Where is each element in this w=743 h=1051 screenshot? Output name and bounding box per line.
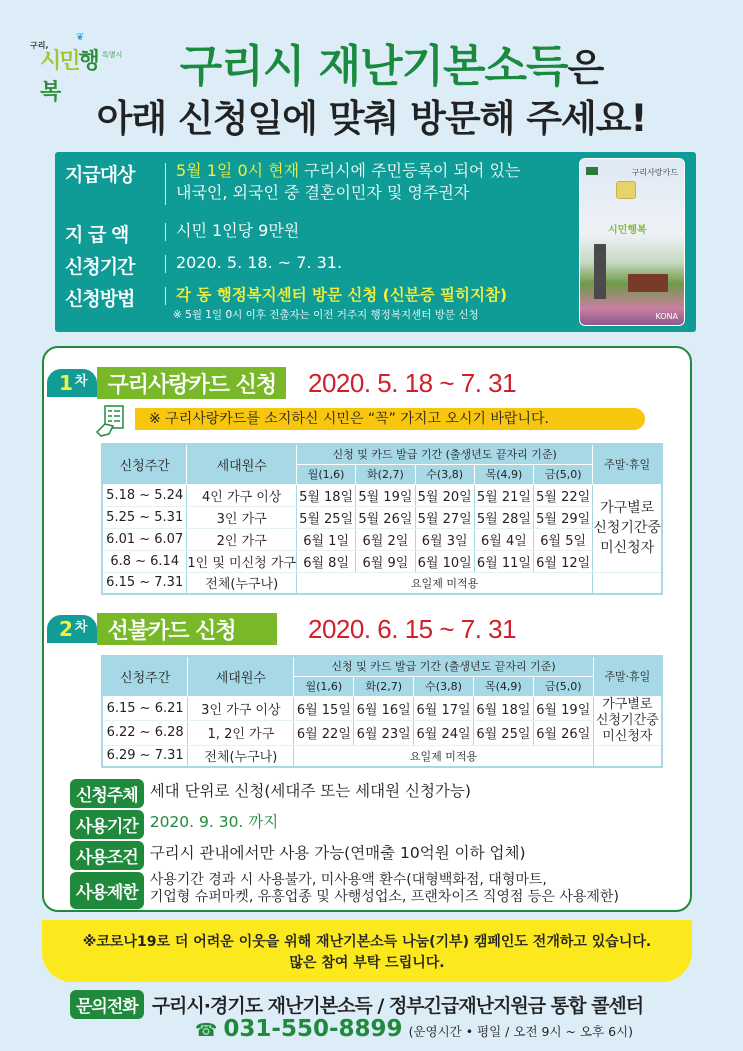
col-header-week: 신청주간 bbox=[102, 656, 188, 696]
cell-date: 6월 16일 bbox=[354, 696, 414, 721]
bank-logo-icon bbox=[586, 167, 598, 175]
cell-household: 2인 가구 bbox=[187, 528, 297, 550]
cell-date: 5월 29일 bbox=[534, 506, 593, 528]
divider bbox=[165, 223, 166, 241]
cell-date: 5월 19일 bbox=[356, 484, 415, 506]
section-number: 1 bbox=[59, 371, 73, 395]
section-number-badge bbox=[47, 369, 97, 397]
col-header-tue: 화(2,7) bbox=[356, 464, 415, 484]
divider bbox=[165, 287, 166, 305]
section-name: 선불카드 신청 bbox=[97, 613, 277, 645]
weekend-line: 신청기간중 bbox=[595, 712, 659, 728]
card-maker: KONA bbox=[655, 312, 678, 321]
section-name: 구리사랑카드 신청 bbox=[97, 367, 286, 399]
section2-schedule-table bbox=[101, 655, 663, 768]
campaign-line-1: ※코로나19로 더 어려운 이웃을 위해 재난기본소득 나눔(기부) 캠페인도 전개하고 있습니다. bbox=[82, 934, 652, 950]
chip-icon bbox=[616, 181, 636, 199]
cell-week: 5.25 ~ 5.31 bbox=[102, 506, 187, 528]
col-header-tue: 화(2,7) bbox=[354, 676, 414, 696]
col-header-thu: 목(4,9) bbox=[474, 464, 533, 484]
item-text: 구리시 관내에서만 사용 가능(연매출 10억원 이하 업체) bbox=[149, 844, 526, 862]
cell-week: 6.15 ~ 6.21 bbox=[102, 696, 188, 721]
statue-image bbox=[594, 244, 606, 299]
cell-date: 6월 1일 bbox=[296, 528, 355, 550]
cell-date: 6월 15일 bbox=[294, 696, 354, 721]
item-usage-restriction bbox=[70, 872, 619, 909]
guri-love-card-image bbox=[579, 158, 685, 326]
cell-date: 5월 20일 bbox=[415, 484, 474, 506]
cell-date: 5월 18일 bbox=[296, 484, 355, 506]
cell-weekend bbox=[593, 484, 662, 572]
cell-week: 5.18 ~ 5.24 bbox=[102, 484, 187, 506]
page-subtitle: 아래 신청일에 맞춰 방문해 주세요! bbox=[96, 97, 647, 140]
item-tag: 사용제한 bbox=[70, 872, 144, 909]
footer-tag: 문의전화 bbox=[70, 990, 144, 1019]
col-header-mon: 월(1,6) bbox=[296, 464, 355, 484]
section2-header bbox=[47, 612, 277, 646]
phone-icon: ☎ bbox=[195, 1020, 218, 1041]
weekend-line: 가구별로 bbox=[600, 500, 655, 516]
info-value: 2020. 5. 18. ~ 7. 31. bbox=[176, 253, 343, 272]
cell-date: 6월 12일 bbox=[534, 550, 593, 572]
cell-date: 6월 18일 bbox=[473, 696, 533, 721]
cell-date: 6월 24일 bbox=[414, 721, 474, 746]
col-header-thu: 목(4,9) bbox=[473, 676, 533, 696]
info-value bbox=[176, 160, 520, 204]
info-text: 구리시에 주민등록이 되어 있는 bbox=[299, 161, 521, 180]
col-header-fri: 금(5,0) bbox=[534, 464, 593, 484]
card-logo: 시민행복 bbox=[608, 225, 647, 236]
divider bbox=[165, 163, 166, 205]
cell-week: 6.01 ~ 6.07 bbox=[102, 528, 187, 550]
table-row bbox=[102, 528, 662, 550]
col-header-week: 신청주간 bbox=[102, 444, 187, 484]
pavilion-image bbox=[628, 274, 668, 292]
col-header-wed: 수(3,8) bbox=[414, 676, 474, 696]
cell-date: 5월 26일 bbox=[356, 506, 415, 528]
cell-not-applicable: 요일제 미적용 bbox=[294, 745, 593, 767]
item-text-line: 사용기간 경과 시 사용불가, 미사용액 환수(대형백화점, 대형마트, bbox=[149, 872, 547, 888]
footer-title: 구리시·경기도 재난기본소득 / 정부긴급재난지원금 통합 콜센터 bbox=[151, 995, 644, 1017]
item-usage-condition bbox=[70, 841, 526, 870]
weekend-line: 가구별로 bbox=[602, 696, 653, 712]
cell-household: 3인 가구 bbox=[187, 506, 297, 528]
col-header-household: 세대원수 bbox=[187, 444, 297, 484]
section-number-suffix: 차 bbox=[74, 374, 88, 389]
table-row bbox=[102, 484, 662, 506]
item-text bbox=[150, 872, 619, 906]
title-main: 구리시 재난기본소득 bbox=[179, 41, 568, 92]
cell-date: 6월 2일 bbox=[356, 528, 415, 550]
logo-main-a: 시민 bbox=[40, 49, 79, 74]
info-text-2: 내국인, 외국인 중 결혼이민자 및 영주권자 bbox=[176, 183, 470, 202]
divider bbox=[165, 255, 166, 273]
cell-empty bbox=[593, 745, 662, 767]
cell-date: 5월 25일 bbox=[296, 506, 355, 528]
cell-date: 6월 23일 bbox=[354, 721, 414, 746]
col-header-weekend: 주말·휴일 bbox=[593, 444, 662, 484]
cell-date: 6월 3일 bbox=[415, 528, 474, 550]
logo-leaf-icon: ❦ bbox=[76, 32, 85, 43]
cell-date: 6월 5일 bbox=[534, 528, 593, 550]
table-row bbox=[102, 506, 662, 528]
item-tag: 사용조건 bbox=[70, 841, 144, 870]
cell-week: 6.29 ~ 7.31 bbox=[102, 745, 188, 767]
section1-schedule-table bbox=[101, 443, 663, 595]
cell-household: 전체(누구나) bbox=[187, 572, 297, 594]
col-header-period: 신청 및 카드 발급 기간 (출생년도 끝자리 기준) bbox=[296, 444, 592, 464]
cell-week: 6.22 ~ 6.28 bbox=[102, 721, 188, 746]
section-number-badge bbox=[47, 615, 97, 643]
cell-date: 6월 22일 bbox=[294, 721, 354, 746]
weekend-line: 신청기간중 bbox=[593, 520, 661, 536]
item-text: 2020. 9. 30. 까지 bbox=[149, 813, 279, 831]
item-tag: 신청주체 bbox=[70, 779, 144, 808]
info-box bbox=[55, 152, 570, 332]
cell-household: 1, 2인 가구 bbox=[188, 721, 294, 746]
item-tag: 사용기간 bbox=[70, 810, 144, 839]
cell-date: 5월 28일 bbox=[474, 506, 533, 528]
cell-date: 5월 22일 bbox=[534, 484, 593, 506]
info-row-amount bbox=[65, 220, 299, 247]
operating-hours: (운영시간 • 평일 / 오전 9시 ~ 오후 6시) bbox=[408, 1024, 633, 1039]
info-label: 지 급 액 bbox=[65, 224, 129, 246]
col-header-mon: 월(1,6) bbox=[294, 676, 354, 696]
col-header-wed: 수(3,8) bbox=[415, 464, 474, 484]
weekend-line: 미신청자 bbox=[602, 728, 653, 744]
cell-date: 6월 10일 bbox=[415, 550, 474, 572]
card-brand: 구리사랑카드 bbox=[631, 168, 678, 177]
checklist-hand-icon bbox=[95, 404, 129, 438]
info-label: 지급대상 bbox=[65, 164, 135, 186]
cell-household: 1인 및 미신청 가구 bbox=[187, 550, 297, 572]
cell-date: 5월 27일 bbox=[415, 506, 474, 528]
cell-date: 6월 11일 bbox=[474, 550, 533, 572]
info-label: 신청방법 bbox=[65, 288, 135, 310]
campaign-line-2: 많은 참여 부탁 드립니다. bbox=[289, 955, 445, 971]
col-header-household: 세대원수 bbox=[188, 656, 294, 696]
cell-date: 5월 21일 bbox=[474, 484, 533, 506]
logo-suffix: 특별시 bbox=[102, 51, 123, 59]
cell-week: 6.15 ~ 7.31 bbox=[102, 572, 187, 594]
col-header-fri: 금(5,0) bbox=[533, 676, 593, 696]
info-note: ※ 5월 1일 0시 이후 전출자는 이전 거주지 행정복지센터 방문 신청 bbox=[173, 309, 479, 321]
cell-household: 3인 가구 이상 bbox=[188, 696, 294, 721]
table-row bbox=[102, 550, 662, 572]
info-row-period bbox=[65, 252, 342, 279]
cell-date: 6월 25일 bbox=[473, 721, 533, 746]
section-number: 2 bbox=[59, 617, 73, 641]
table-row bbox=[102, 745, 662, 767]
cell-weekend bbox=[593, 696, 662, 745]
cell-date: 6월 26일 bbox=[533, 721, 593, 746]
weekend-line: 미신청자 bbox=[600, 540, 655, 556]
section1-date: 2020. 5. 18 ~ 7. 31 bbox=[308, 368, 517, 398]
section-number-suffix: 차 bbox=[74, 620, 88, 635]
cell-household: 4인 가구 이상 bbox=[187, 484, 297, 506]
item-usage-period bbox=[70, 810, 278, 839]
logo-main-b: 행복 bbox=[40, 49, 98, 105]
page-title bbox=[0, 30, 743, 94]
cell-week: 6.8 ~ 6.14 bbox=[102, 550, 187, 572]
footer-contact bbox=[70, 990, 643, 1019]
footer-phone bbox=[195, 1016, 633, 1042]
phone-number[interactable]: 031-550-8899 bbox=[223, 1016, 403, 1042]
info-value: 각 동 행정복지센터 방문 신청 (신분증 필히지참) bbox=[176, 286, 508, 304]
table-row bbox=[102, 721, 662, 746]
cell-empty bbox=[593, 572, 662, 594]
item-text: 세대 단위로 신청(세대주 또는 세대원 신청가능) bbox=[149, 782, 471, 800]
donation-campaign-banner bbox=[42, 920, 692, 982]
info-value: 시민 1인당 9만원 bbox=[176, 221, 300, 240]
info-row-target bbox=[65, 160, 520, 205]
logo-prefix: 구리, bbox=[30, 41, 49, 50]
info-highlight: 5월 1일 0시 현재 bbox=[176, 161, 300, 180]
item-text-line: 기업형 슈퍼마켓, 유흥업종 및 사행성업소, 프랜차이즈 직영점 등은 사용제한) bbox=[149, 889, 619, 905]
col-header-period: 신청 및 카드 발급 기간 (출생년도 끝자리 기준) bbox=[294, 656, 593, 676]
cell-date: 6월 8일 bbox=[296, 550, 355, 572]
cell-date: 6월 17일 bbox=[414, 696, 474, 721]
table-row bbox=[102, 572, 662, 594]
cell-date: 6월 9일 bbox=[356, 550, 415, 572]
card-image-frame bbox=[566, 152, 696, 332]
col-header-weekend: 주말·휴일 bbox=[593, 656, 662, 696]
table-row bbox=[102, 696, 662, 721]
title-suffix: 은 bbox=[567, 46, 604, 90]
section1-header bbox=[47, 366, 286, 400]
section2-date: 2020. 6. 15 ~ 7. 31 bbox=[308, 614, 517, 644]
notice-text: ※ 구리사랑카드를 소지하신 시민은 “꼭” 가지고 오시기 바랍니다. bbox=[135, 408, 645, 430]
cell-household: 전체(누구나) bbox=[188, 745, 294, 767]
cell-date: 6월 19일 bbox=[533, 696, 593, 721]
cell-not-applicable: 요일제 미적용 bbox=[296, 572, 592, 594]
item-applicant bbox=[70, 779, 471, 808]
info-label: 신청기간 bbox=[65, 256, 135, 278]
cell-date: 6월 4일 bbox=[474, 528, 533, 550]
